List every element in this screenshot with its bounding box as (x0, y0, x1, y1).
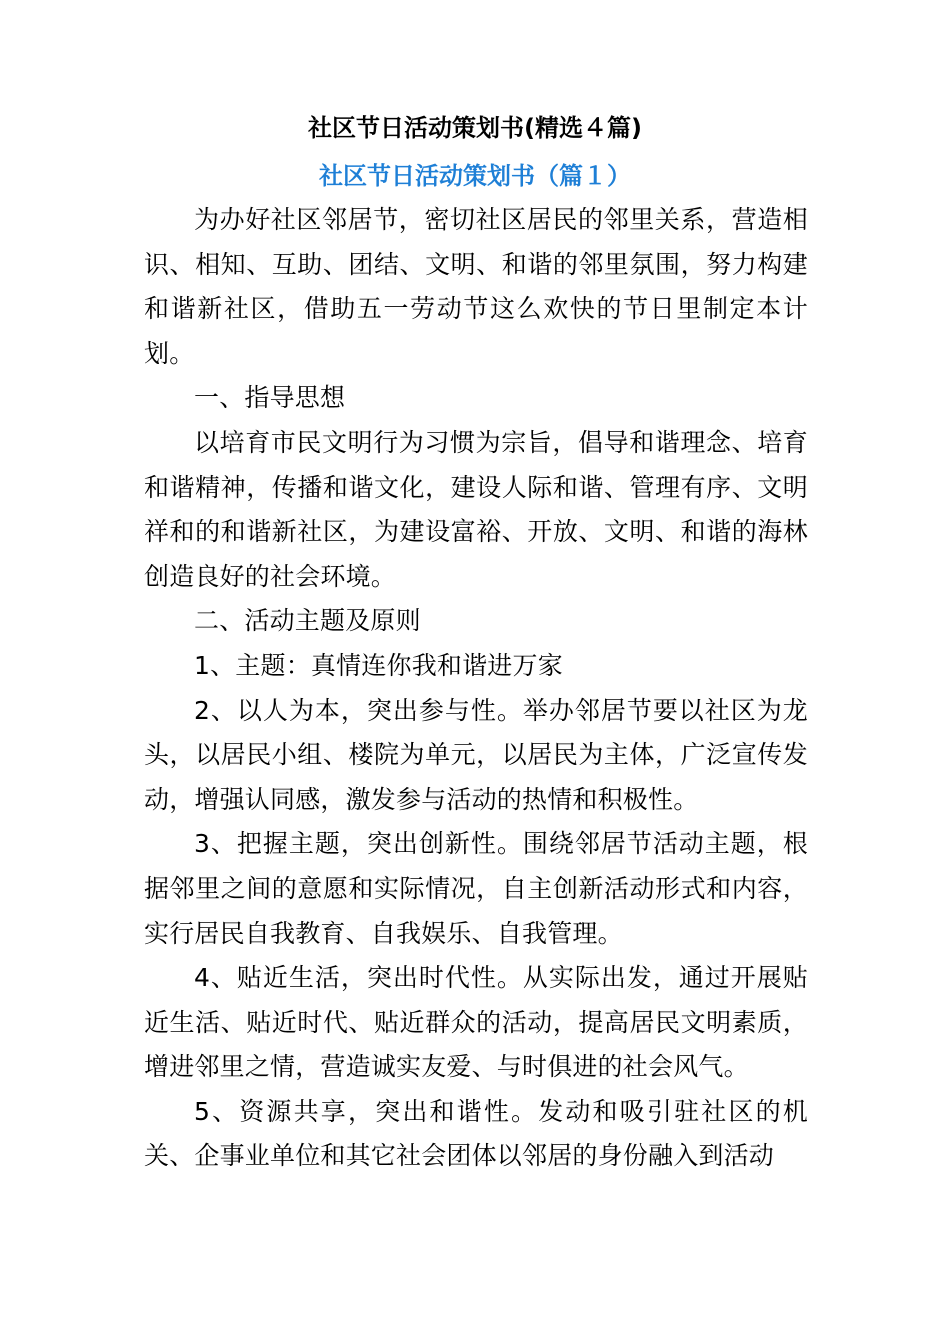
list-item-innovation: 3、把握主题，突出创新性。围绕邻居节活动主题，根据邻里之间的意愿和实际情况，自主创新活动形式和内容，实行居民自我教育、自我娱乐、自我管理。 (144, 829, 808, 948)
section-title: 社区节日活动策划书（篇１） (319, 162, 631, 190)
heading-guiding-ideology: 一、指导思想 (194, 383, 346, 413)
list-item-theme: 1、主题：真情连你我和谐进万家 (194, 650, 563, 680)
paragraph-guiding-ideology: 以培育市民文明行为习惯为宗旨，倡导和谐理念、培育和谐精神，传播和谐文化，建设人际和谐、管理有序、文明祥和的和谐新社区，为建设富裕、开放、文明、和谐的海林创造良好的社会环境。 (144, 427, 808, 591)
document-title: 社区节日活动策划书(精选４篇) (308, 114, 642, 142)
paragraph-intro: 为办好社区邻居节，密切社区居民的邻里关系，营造相识、相知、互助、团结、文明、和谐的邻里氛围，努力构建和谐新社区，借助五一劳动节这么欢快的节日里制定本计划。 (144, 205, 808, 368)
document-body (144, 198, 808, 1179)
list-item-resource-sharing: 5、资源共享，突出和谐性。发动和吸引驻社区的机关、企事业单位和其它社会团体以邻居的身份融入到活动 (144, 1096, 808, 1171)
list-item-people-oriented: 2、以人为本，突出参与性。举办邻居节要以社区为龙头，以居民小组、楼院为单元，以居民为主体，广泛宣传发动，增强认同感，激发参与活动的热情和积极性。 (144, 695, 808, 814)
heading-theme-principles: 二、活动主题及原则 (194, 606, 421, 636)
list-item-close-to-life: 4、贴近生活，突出时代性。从实际出发，通过开展贴近生活、贴近时代、贴近群众的活动，提高居民文明素质，增进邻里之情，营造诚实友爱、与时俱进的社会风气。 (144, 963, 808, 1082)
